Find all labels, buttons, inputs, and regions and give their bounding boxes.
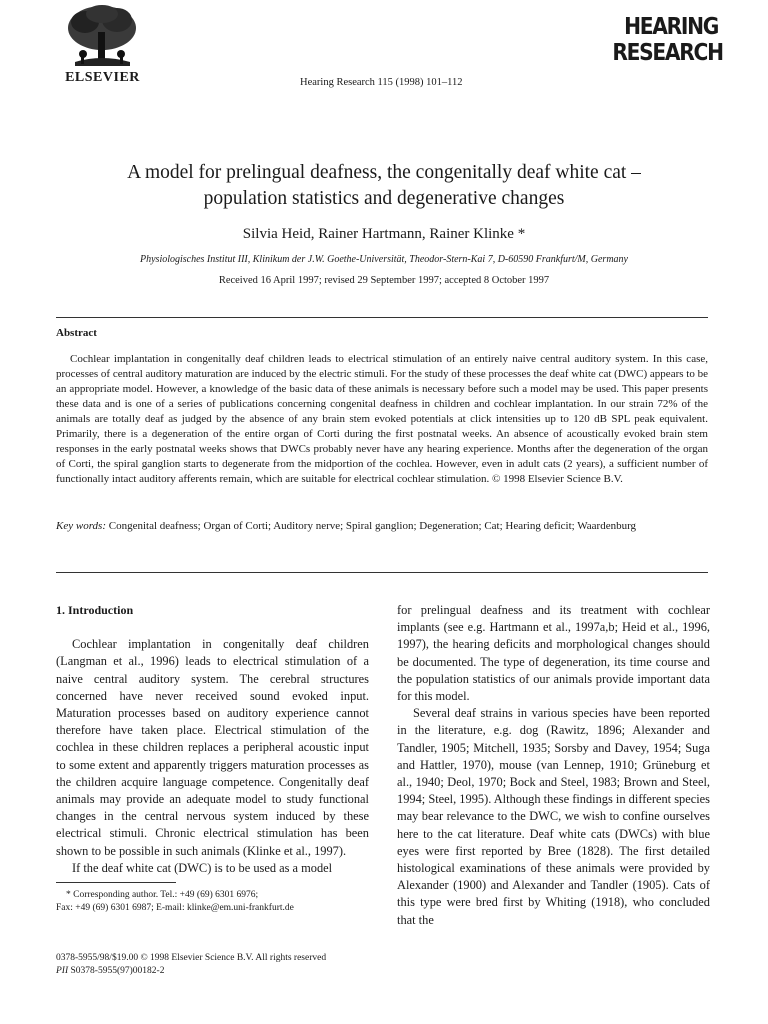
article-title-line2: population statistics and degenerative changes — [203, 188, 565, 209]
journal-logo-line1: HEARING — [624, 14, 718, 40]
pii-line — [56, 965, 326, 978]
left-column — [56, 602, 369, 877]
pii-value: S0378-5955(97)00182-2 — [68, 966, 165, 976]
journal-citation: Hearing Research 115 (1998) 101–112 — [300, 77, 463, 88]
footnote-line2: Fax: +49 (69) 6301 6987; E-mail: klinke@em.uni-frankfurt.de — [56, 903, 294, 913]
keywords-label: Key words: — [56, 520, 107, 532]
section-heading-introduction: 1. Introduction — [56, 603, 134, 617]
issn-info — [56, 952, 326, 978]
footnote-rule — [56, 882, 176, 883]
abstract-top-rule — [56, 317, 708, 318]
authors: Silvia Heid, Rainer Hartmann, Rainer Klinke * — [242, 226, 526, 242]
abstract-text: Cochlear implantation in congenitally deaf children leads to electrical stimulation of an entirely naive central auditory system. In this case, processes of central auditory maturation are induced by the electric stimuli. For the study of these processes the deaf white cat (DWC) appears to be an appropriate model. However, a knowledge of the basic data of these animals is necessary before such a model may be used. This paper presents these data and is one of a series of publications concerning congenital deafness in children and cochlear implantation. In our strain 72% of the animals are totally deaf as judged by the absence of any brain stem evoked potentials at click intensities up to 120 dB SPL peak equivalent. Primarily, there is a degeneration of the entire organ of Corti during the first postnatal weeks. An absence of acoustically evoked brain stem responses in the early postnatal weeks shows that DWCs probably never have any hearing experience. Months after the degeneration of the organ of Corti, the spiral ganglion starts to degenerate from the midportion of the cochlea. However, even in adult cats (2 years), a sufficient number of functionally intact auditory afferents remain, which are suitable for electrical cochlear stimulation. © 1998 Elsevier Science B.V. — [56, 353, 708, 485]
issn-line: 0378-5955/98/$19.00 © 1998 Elsevier Science B.V. All rights reserved — [56, 953, 327, 963]
article-title — [30, 160, 738, 212]
received-dates: Received 16 April 1997; revised 29 September 1997; accepted 8 October 1997 — [218, 275, 550, 286]
publisher-name: ELSEVIER — [65, 70, 140, 85]
affiliation: Physiologisches Institut III, Klinikum der J.W. Goethe-Universität, Theodor-Stern-Kai 7, D-60590 Frankfurt/M, Germany — [140, 254, 628, 265]
footnote-line1: * Corresponding author. Tel.: +49 (69) 6301 6976; — [66, 890, 259, 900]
journal-logo-line2: RESEARCH — [612, 40, 723, 66]
keywords-text: Congenital deafness; Organ of Corti; Auditory nerve; Spiral ganglion; Degeneration; Cat; Hearing deficit; Waardenburg — [106, 520, 637, 532]
intro-paragraph-2-cont: for prelingual deafness and its treatment with cochlear implants (see e.g. Hartmann et al., 1997a,b; Heid et al., 1996, 1997), the hearing deficits and morphological changes should be documented. The type of degeneration, its time course and the population statistics of our animals provide important data for this model. — [397, 603, 710, 704]
intro-paragraph-1: Cochlear implantation in congenitally deaf children (Langman et al., 1996) leads to electrical stimulation of a naive central auditory system. The cerebral structures concerned have never received sound evoked input. Maturation processes based on auditory experience cannot therefore have taken place. Electrical stimulation of the cochlea in these children replaces a peripheral acoustic input to some extent and apparently triggers maturation processes as the children acquire language competence. Congenitally deaf animals may provide an adequate model to study functional changes in the central nervous system induced by these electrical stimuli. Chronic electrical stimulation has been shown to be possible in such animals (Klinke et al., 1997). — [56, 637, 369, 858]
keywords — [56, 519, 708, 534]
intro-paragraph-3: Several deaf strains in various species have been reported in the literature, e.g. dog (Rawitz, 1896; Alexander and Tandler, 1905; Mitchell, 1935; Sorsby and Davey, 1954; Suga and Hattler, 1970), mouse (van Lennep, 1910; Grüneburg et al., 1940; Deol, 1970; Bock and Steel, 1983; Brown and Steel, 1994; Steel, 1995). Although these findings in different species may bear relevance to the DWC, we wish to confine ourselves here to the cat literature. Deaf white cats (DWCs) with blue eyes were first reported by Bree (1828). The first detailed histological examinations of these animals were provided by Alexander (1900) and Alexander and Tandler (1905). Cats of this type were bred first by Whiting (1918), who concluded that the — [397, 706, 710, 927]
abstract-bottom-rule — [56, 572, 708, 573]
intro-paragraph-2-start: If the deaf white cat (DWC) is to be used as a model — [72, 860, 333, 875]
footnote — [56, 889, 376, 915]
right-column — [397, 602, 710, 929]
article-title-line1: A model for prelingual deafness, the congenitally deaf white cat – — [127, 162, 641, 183]
abstract-heading: Abstract — [56, 327, 97, 339]
journal-logo — [612, 14, 723, 66]
pii-label: PII — [56, 966, 69, 976]
